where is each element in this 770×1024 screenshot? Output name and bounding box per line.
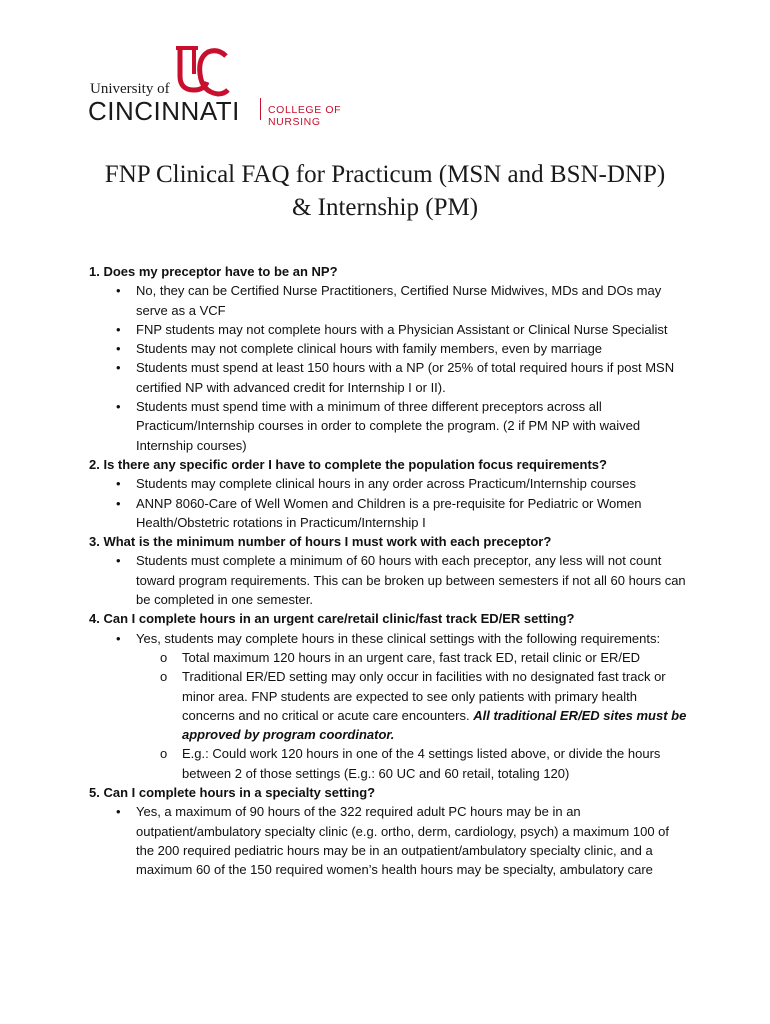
answer-list-2	[89, 474, 689, 532]
list-item: • Students may not complete clinical hours with family members, even by marriage	[89, 339, 689, 358]
list-item: • Yes, a maximum of 90 hours of the 322 required adult PC hours may be in an outpatient/ambulatory specialty clinic (e.g. ortho, derm, cardiology, psych) a maximum 100 of the 200 required pediatric hours may be in an outpatient/ambulatory specialty clinic, and a maximum 60 of the 150 required women’s health hours may be specialty, ambulatory care	[89, 802, 689, 879]
answer-list-1	[89, 281, 689, 455]
cincinnati-wordmark: CINCINNATI	[88, 96, 240, 126]
list-item: • No, they can be Certified Nurse Practitioners, Certified Nurse Midwives, MDs and DOs may serve as a VCF	[89, 281, 689, 320]
list-item: • Students must complete a minimum of 60 hours with each preceptor, any less will not count toward program requirements. This can be broken up between semesters if not all 60 hours can be completed in one semester.	[89, 551, 689, 609]
college-of-nursing-text: COLLEGE OF NURSING	[268, 104, 342, 128]
sub-list-4	[136, 648, 689, 783]
list-item-text: Yes, students may complete hours in these clinical settings with the following requirements:	[136, 630, 661, 646]
faq-content	[89, 262, 689, 880]
list-item: • Students must spend at least 150 hours with a NP (or 25% of total required hours if post MSN certified NP with advanced credit for Internship I or II).	[89, 358, 689, 397]
question-3: 3. What is the minimum number of hours I must work with each preceptor?	[89, 534, 552, 550]
question-5: 5. Can I complete hours in a specialty setting?	[89, 785, 376, 801]
university-logo	[88, 44, 388, 128]
title-line-2: & Internship (PM)	[291, 194, 479, 221]
list-item	[89, 629, 689, 783]
logo-divider	[260, 98, 261, 120]
answer-list-5	[89, 802, 689, 879]
sub-list-item-text: Traditional ER/ED setting may only occur in facilities with no designated fast track or minor area. FNP students are expected to see only patients with primary health concerns and no critical or acute care encounters.	[182, 669, 666, 723]
sub-list-item	[136, 667, 689, 744]
sub-list-item: o Total maximum 120 hours in an urgent care, fast track ED, retail clinic or ER/ED	[136, 648, 689, 667]
uc-logo-icon	[174, 44, 230, 100]
list-item: • Students may complete clinical hours in any order across Practicum/Internship courses	[89, 474, 689, 493]
answer-list-4	[89, 629, 689, 783]
sub-list-item: o E.g.: Could work 120 hours in one of the 4 settings listed above, or divide the hours between 2 of those settings (E.g.: 60 UC and 60 retail, totaling 120)	[136, 744, 689, 783]
university-of-text: University of	[90, 81, 170, 97]
title-line-1: FNP Clinical FAQ for Practicum (MSN and BSN-DNP)	[104, 161, 666, 188]
answer-list-3	[89, 551, 689, 609]
question-4: 4. Can I complete hours in an urgent care/retail clinic/fast track ED/ER setting?	[89, 611, 575, 627]
list-item: • FNP students may not complete hours with a Physician Assistant or Clinical Nurse Specialist	[89, 320, 689, 339]
list-item: • ANNP 8060-Care of Well Women and Children is a pre-requisite for Pediatric or Women Health/Obstetric rotations in Practicum/Internship I	[89, 494, 689, 533]
question-1: 1. Does my preceptor have to be an NP?	[89, 264, 338, 279]
list-item: • Students must spend time with a minimum of three different preceptors across all Practicum/Internship courses in order to complete the program. (2 if PM NP with waived Internship courses)	[89, 397, 689, 455]
emphasis-note: All traditional ER/ED sites must be approved by program coordinator.	[182, 707, 687, 743]
question-2: 2. Is there any specific order I have to complete the population focus requirements?	[89, 456, 607, 472]
document-title	[60, 158, 710, 224]
